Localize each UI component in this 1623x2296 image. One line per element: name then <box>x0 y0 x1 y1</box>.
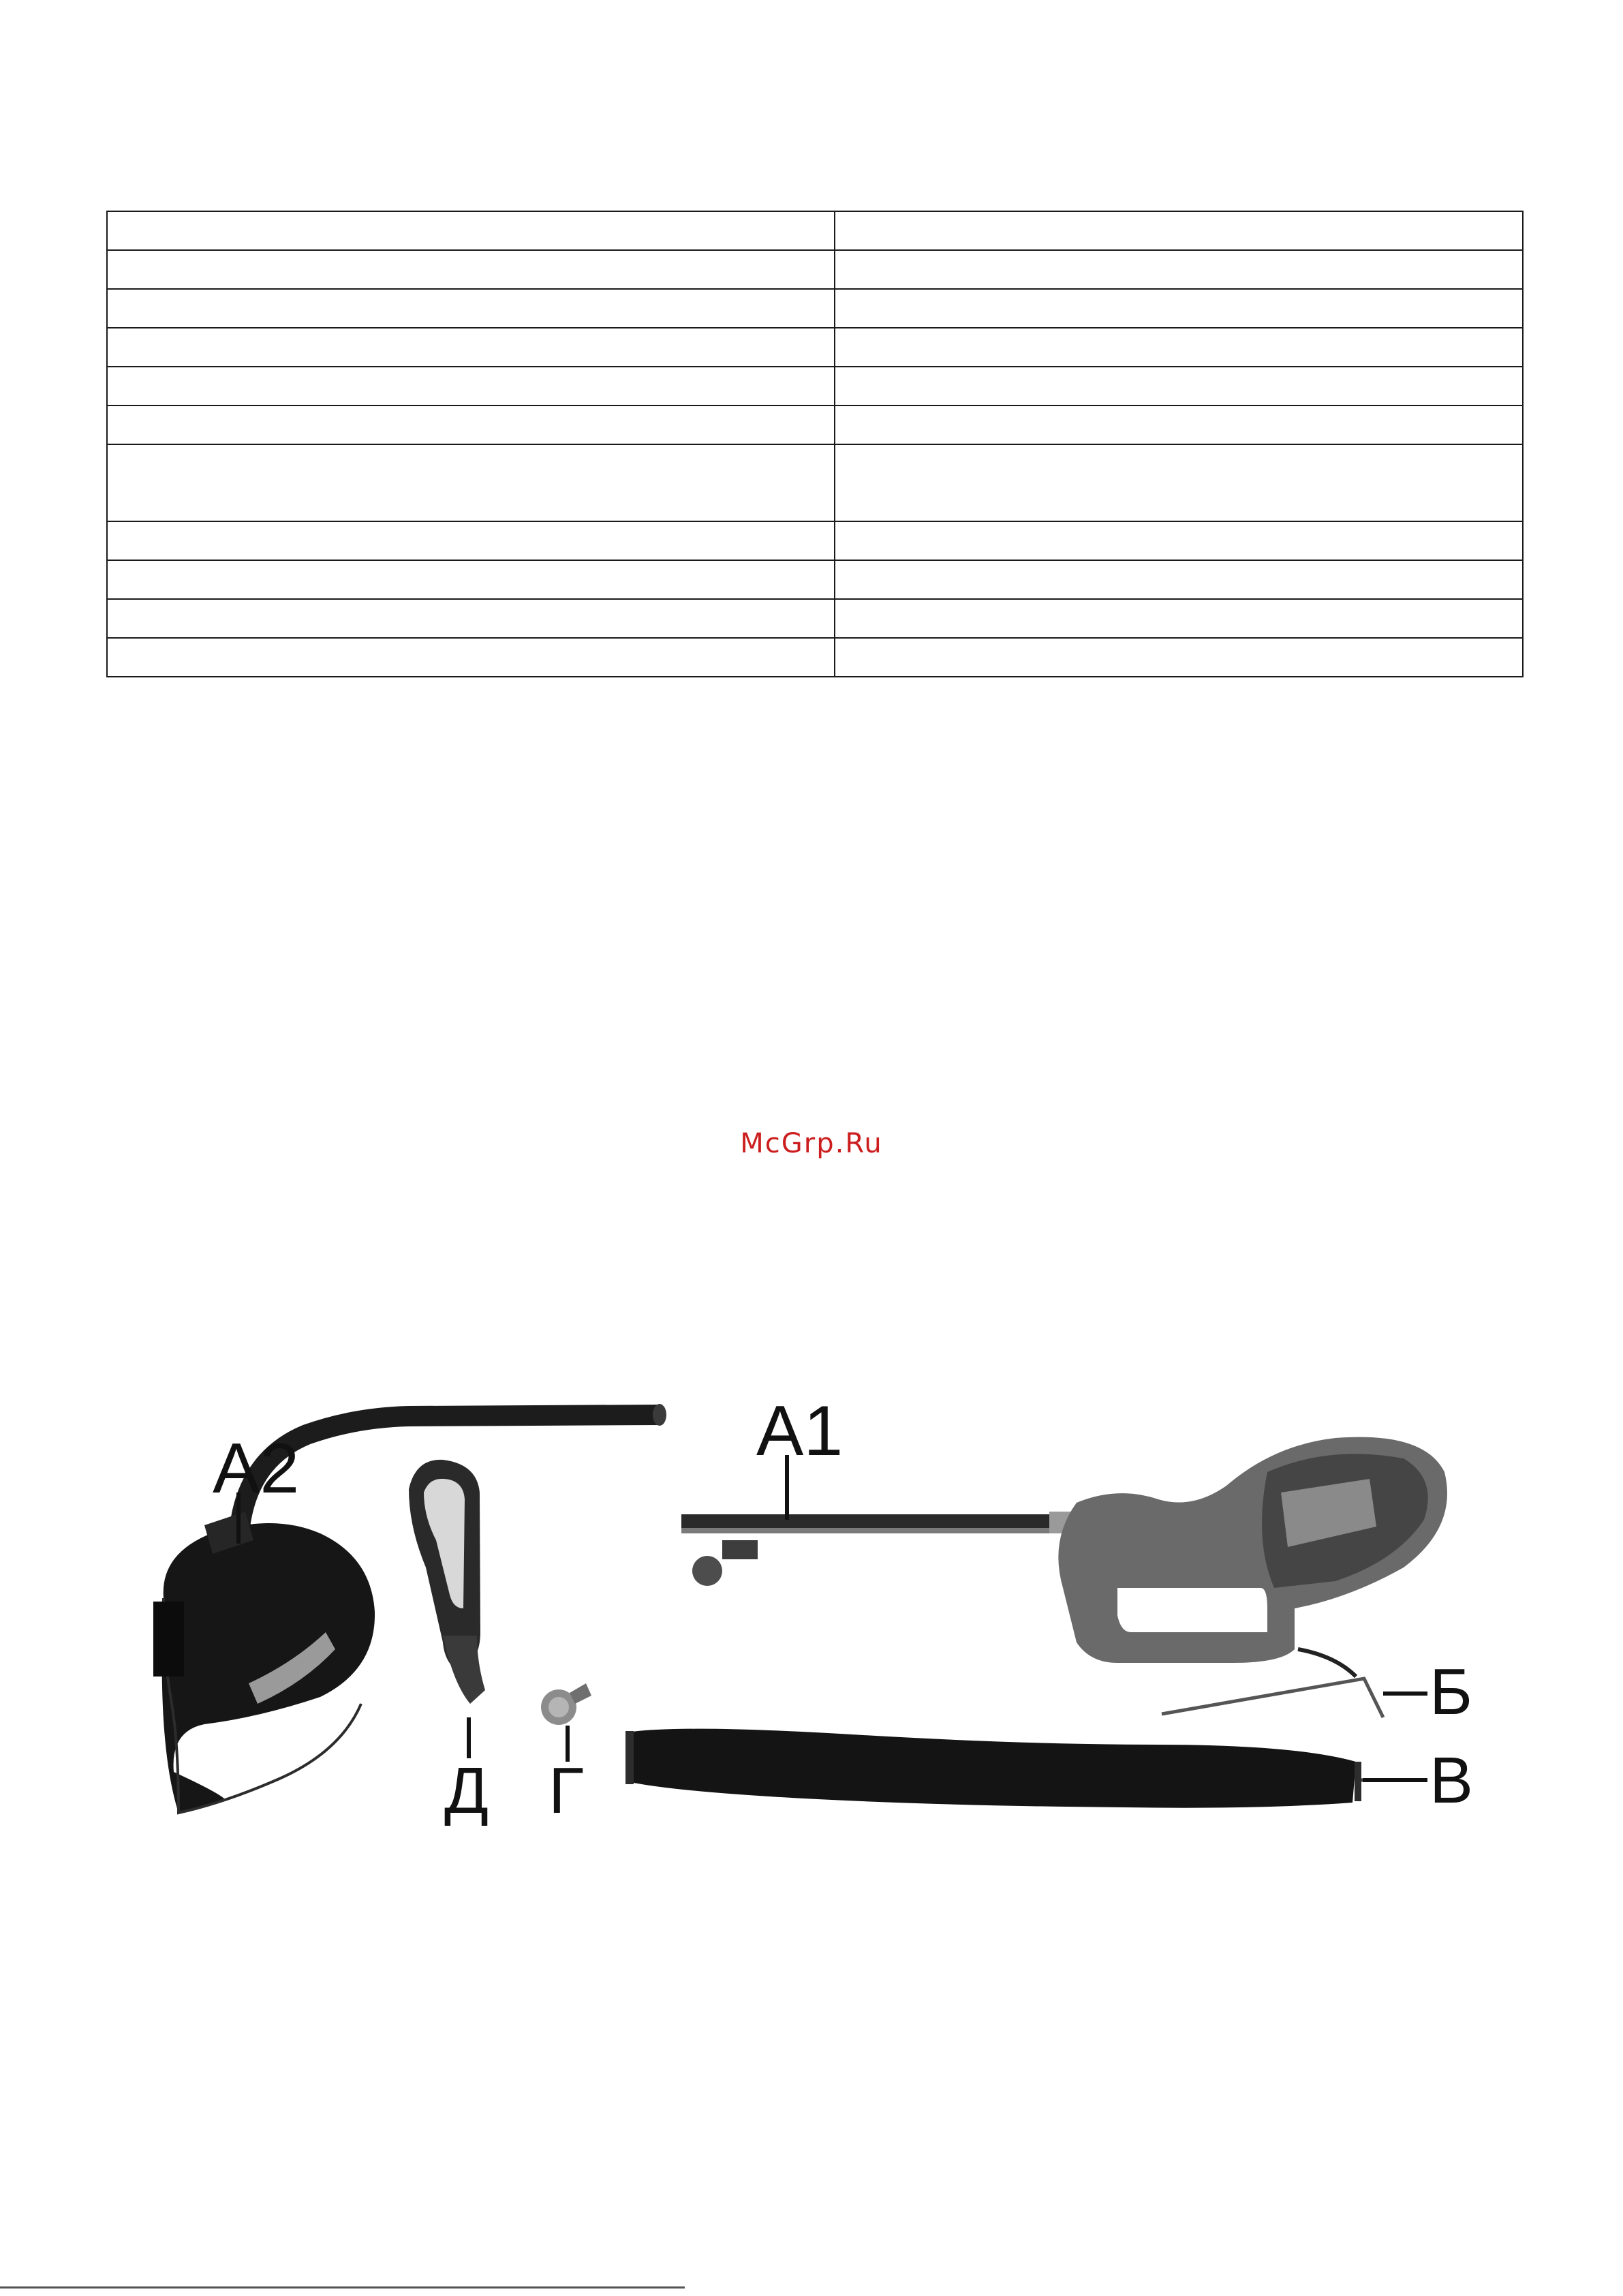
motor-unit <box>681 1437 1447 1677</box>
callout-label-a1: A1 <box>756 1392 844 1471</box>
table-row <box>107 560 1523 599</box>
table-cell-label <box>107 560 835 599</box>
table-row <box>107 444 1523 521</box>
table-cell-label <box>107 367 835 405</box>
table-cell-label <box>107 405 835 444</box>
hex-key <box>1162 1679 1383 1717</box>
table-cell-value <box>835 367 1523 405</box>
watermark: McGrp.Ru <box>740 1128 883 1159</box>
shaft-cover <box>625 1729 1404 1808</box>
bottom-rule <box>0 2286 685 2289</box>
callout-label-v: В <box>1429 1744 1474 1817</box>
table-cell-value <box>835 560 1523 599</box>
table-row <box>107 367 1523 405</box>
table-cell-label <box>107 599 835 638</box>
table-row <box>107 328 1523 367</box>
table-cell-value <box>835 250 1523 289</box>
table-cell-value <box>835 638 1523 677</box>
spec-table <box>106 211 1524 677</box>
table-cell-label <box>107 638 835 677</box>
table-cell-label <box>107 289 835 328</box>
auxiliary-handle <box>409 1460 485 1704</box>
table-row <box>107 599 1523 638</box>
table-row <box>107 521 1523 560</box>
table-cell-label <box>107 521 835 560</box>
callout-label-d: Д <box>444 1754 489 1827</box>
table-cell-value <box>835 521 1523 560</box>
table-cell-label <box>107 444 835 521</box>
callout-label-b: Б <box>1429 1655 1472 1728</box>
table-cell-value <box>835 405 1523 444</box>
callout-label-a2: A2 <box>213 1429 300 1508</box>
table-row <box>107 211 1523 250</box>
table-cell-label <box>107 250 835 289</box>
table-cell-value <box>835 444 1523 521</box>
table-row <box>107 638 1523 677</box>
locking-knob <box>541 1683 591 1725</box>
table-cell-value <box>835 599 1523 638</box>
table-row <box>107 405 1523 444</box>
table-cell-label <box>107 328 835 367</box>
callout-label-g: Г <box>548 1754 584 1827</box>
table-cell-label <box>107 211 835 250</box>
table-row <box>107 289 1523 328</box>
table-row <box>107 250 1523 289</box>
table-cell-value <box>835 289 1523 328</box>
table-cell-value <box>835 211 1523 250</box>
trimmer-parts-figure <box>0 1363 1623 1922</box>
table-cell-value <box>835 328 1523 367</box>
